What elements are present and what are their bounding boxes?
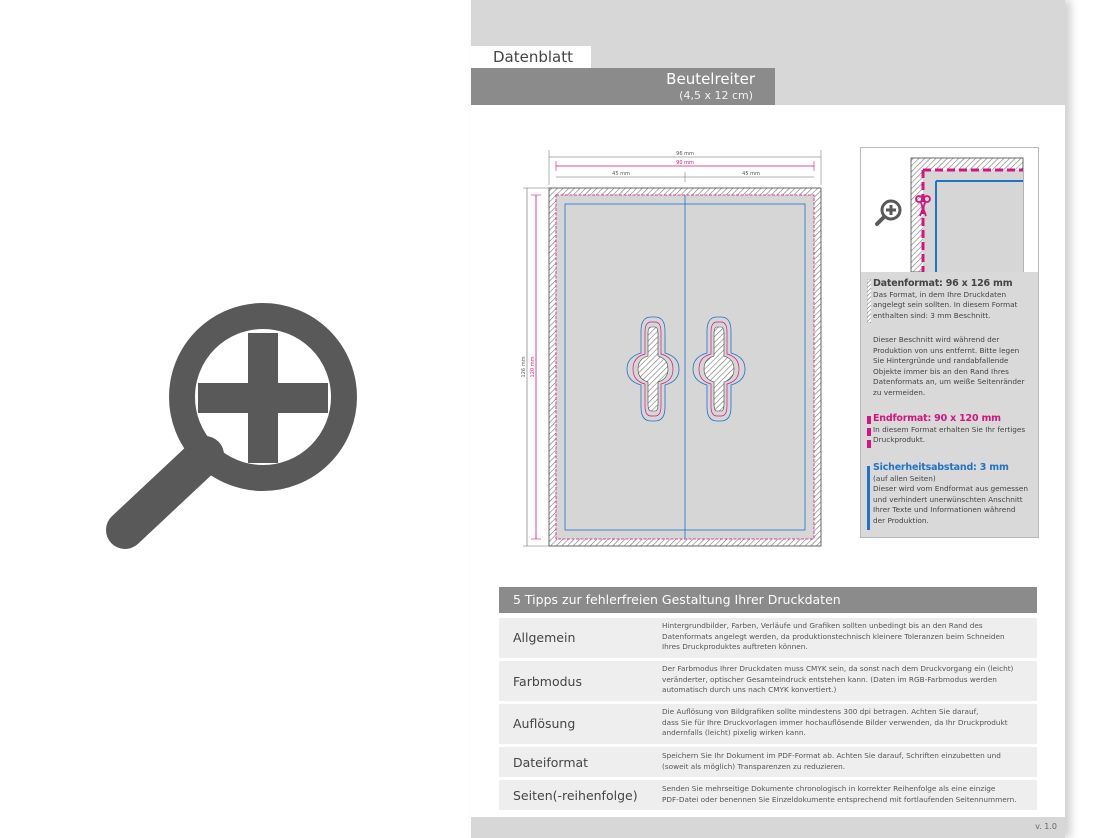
sicherheit-block bbox=[873, 463, 1035, 526]
datenformat-line: angelegt sein sollten. In diesem Format bbox=[873, 300, 1018, 309]
tip-line: veränderter, optischer Gesamteindruck entstehen kann. (Daten im RGB-Farbmodus werden bbox=[662, 674, 997, 684]
info-panel bbox=[860, 147, 1039, 538]
tip-text bbox=[662, 751, 1032, 772]
tip-label: Dateiformat bbox=[513, 755, 589, 770]
blue-marker bbox=[867, 466, 870, 530]
endformat-line: In diesem Format erhalten Sie Ihr fertiges bbox=[873, 424, 1026, 434]
datasheet-page bbox=[471, 0, 1065, 838]
product-size: (4,5 x 12 cm) bbox=[679, 89, 753, 102]
tip-line: Der Farbmodus Ihrer Druckdaten muss CMYK sein, da sonst nach dem Druckvorgang ein (leicht) bbox=[662, 664, 1014, 673]
tip-label: Auflösung bbox=[513, 716, 576, 731]
sicherheit-line: und verhindert unerwünschten Anschnitt bbox=[873, 494, 1023, 504]
beschnitt-line: Sie Hintergründe und randabfallende bbox=[873, 356, 1009, 365]
tip-text bbox=[662, 621, 1032, 653]
tip-line: Speichern Sie Ihr Dokument im PDF-Format ab. Achten Sie darauf, Schriften einzubetten und bbox=[662, 751, 1001, 760]
tip-row-seiten bbox=[499, 780, 1037, 810]
tip-line: Die Auflösung von Bildgrafiken sollte mindestens 300 dpi betragen. Achten Sie darauf, bbox=[662, 707, 979, 716]
tip-label: Allgemein bbox=[513, 630, 576, 645]
zoom-in-icon[interactable] bbox=[873, 198, 903, 228]
tip-line: dass Sie für Ihre Druckvorlagen immer hochauflösende Bilder verwenden, da Ihr Druckprodukt bbox=[662, 717, 1008, 727]
endformat-block bbox=[873, 414, 1035, 446]
datenformat-title: Datenformat: 96 x 126 mm bbox=[873, 278, 1013, 289]
footer-bar bbox=[471, 817, 1065, 838]
beschnitt-line: Datenformats an, um weiße Seitenränder bbox=[873, 377, 1025, 386]
corner-detail bbox=[861, 148, 1038, 272]
tip-line: PDF-Datei oder benennen Sie Einzeldokumente entsprechend mit fortlaufenden Seitennummern. bbox=[662, 794, 1017, 804]
scissors-icon bbox=[915, 194, 931, 218]
endformat-line: Druckprodukt. bbox=[873, 435, 926, 444]
tip-line: (soweit als möglich) Transparenzen zu reduzieren. bbox=[662, 761, 846, 771]
dim-half-right: 45 mm bbox=[742, 171, 760, 177]
tip-line: Ihres Druckproduktes auftreten können. bbox=[662, 642, 808, 651]
datenformat-line: Das Format, in dem Ihre Druckdaten bbox=[873, 289, 1007, 299]
dim-final-height: 120 mm bbox=[530, 356, 536, 378]
tip-line: automatisch durch uns nach CMYK konvertiert.) bbox=[662, 685, 837, 694]
tip-text bbox=[662, 707, 1032, 739]
sicherheit-line: der Produktion. bbox=[873, 515, 929, 525]
beschnitt-line: Dieser Beschnitt wird während der bbox=[873, 335, 1000, 344]
tip-row-farbmodus bbox=[499, 661, 1037, 701]
dim-final-width: 90 mm bbox=[676, 160, 694, 166]
datenformat-line: enthalten sind: 3 mm Beschnitt. bbox=[873, 310, 991, 320]
title-bar bbox=[471, 68, 775, 105]
tip-label: Farbmodus bbox=[513, 674, 582, 689]
version-label: v. 1.0 bbox=[1035, 822, 1057, 831]
endformat-title: Endformat: 90 x 120 mm bbox=[873, 413, 1001, 424]
tip-text bbox=[662, 664, 1032, 696]
dim-total-height: 126 mm bbox=[521, 356, 527, 378]
sicherheit-line: Dieser wird vom Endformat aus gemessen bbox=[873, 484, 1028, 493]
dim-half-left: 45 mm bbox=[612, 171, 630, 177]
tip-line: andernfalls (leicht) pixelig wirken kann. bbox=[662, 728, 806, 737]
tip-label: Seiten(-reihenfolge) bbox=[513, 788, 638, 803]
tips-title: 5 Tipps zur fehlerfreien Gestaltung Ihrer Druckdaten bbox=[499, 587, 1037, 613]
sicherheit-line: Ihrer Texte und Informationen während bbox=[873, 505, 1016, 514]
product-title: Beutelreiter bbox=[666, 70, 755, 88]
tip-line: Senden Sie mehrseitige Dokumente chronologisch in korrekter Reihenfolge als eine einzige bbox=[662, 784, 996, 793]
beschnitt-line: zu vermeiden. bbox=[873, 387, 926, 397]
beschnitt-line: Produktion von uns entfernt. Bitte legen bbox=[873, 345, 1020, 355]
datenformat-block bbox=[873, 279, 1035, 321]
beschnitt-line: Objekte immer bis an den Rand Ihres bbox=[873, 366, 1009, 376]
tip-line: Datenformats angelegt werden, da produktionstechnisch kleinere Toleranzen beim Schneiden bbox=[662, 631, 1005, 641]
hatch-marker bbox=[867, 279, 871, 323]
sicherheit-sub: (auf allen Seiten) bbox=[873, 473, 936, 483]
tip-row-aufloesung bbox=[499, 704, 1037, 744]
tip-row-allgemein bbox=[499, 618, 1037, 658]
beschnitt-block bbox=[873, 335, 1035, 398]
tip-line: Hintergrundbilder, Farben, Verläufe und Grafiken sollten unbedingt bis an den Rand des bbox=[662, 621, 983, 630]
tip-text bbox=[662, 784, 1032, 805]
datenblatt-tab: Datenblatt bbox=[471, 46, 591, 68]
tip-row-dateiformat bbox=[499, 747, 1037, 777]
dim-total-width: 96 mm bbox=[676, 151, 694, 157]
format-drawing bbox=[521, 145, 831, 555]
sicherheit-title: Sicherheitsabstand: 3 mm bbox=[873, 462, 1009, 473]
magenta-marker bbox=[867, 416, 871, 448]
zoom-in-icon[interactable] bbox=[100, 290, 370, 560]
